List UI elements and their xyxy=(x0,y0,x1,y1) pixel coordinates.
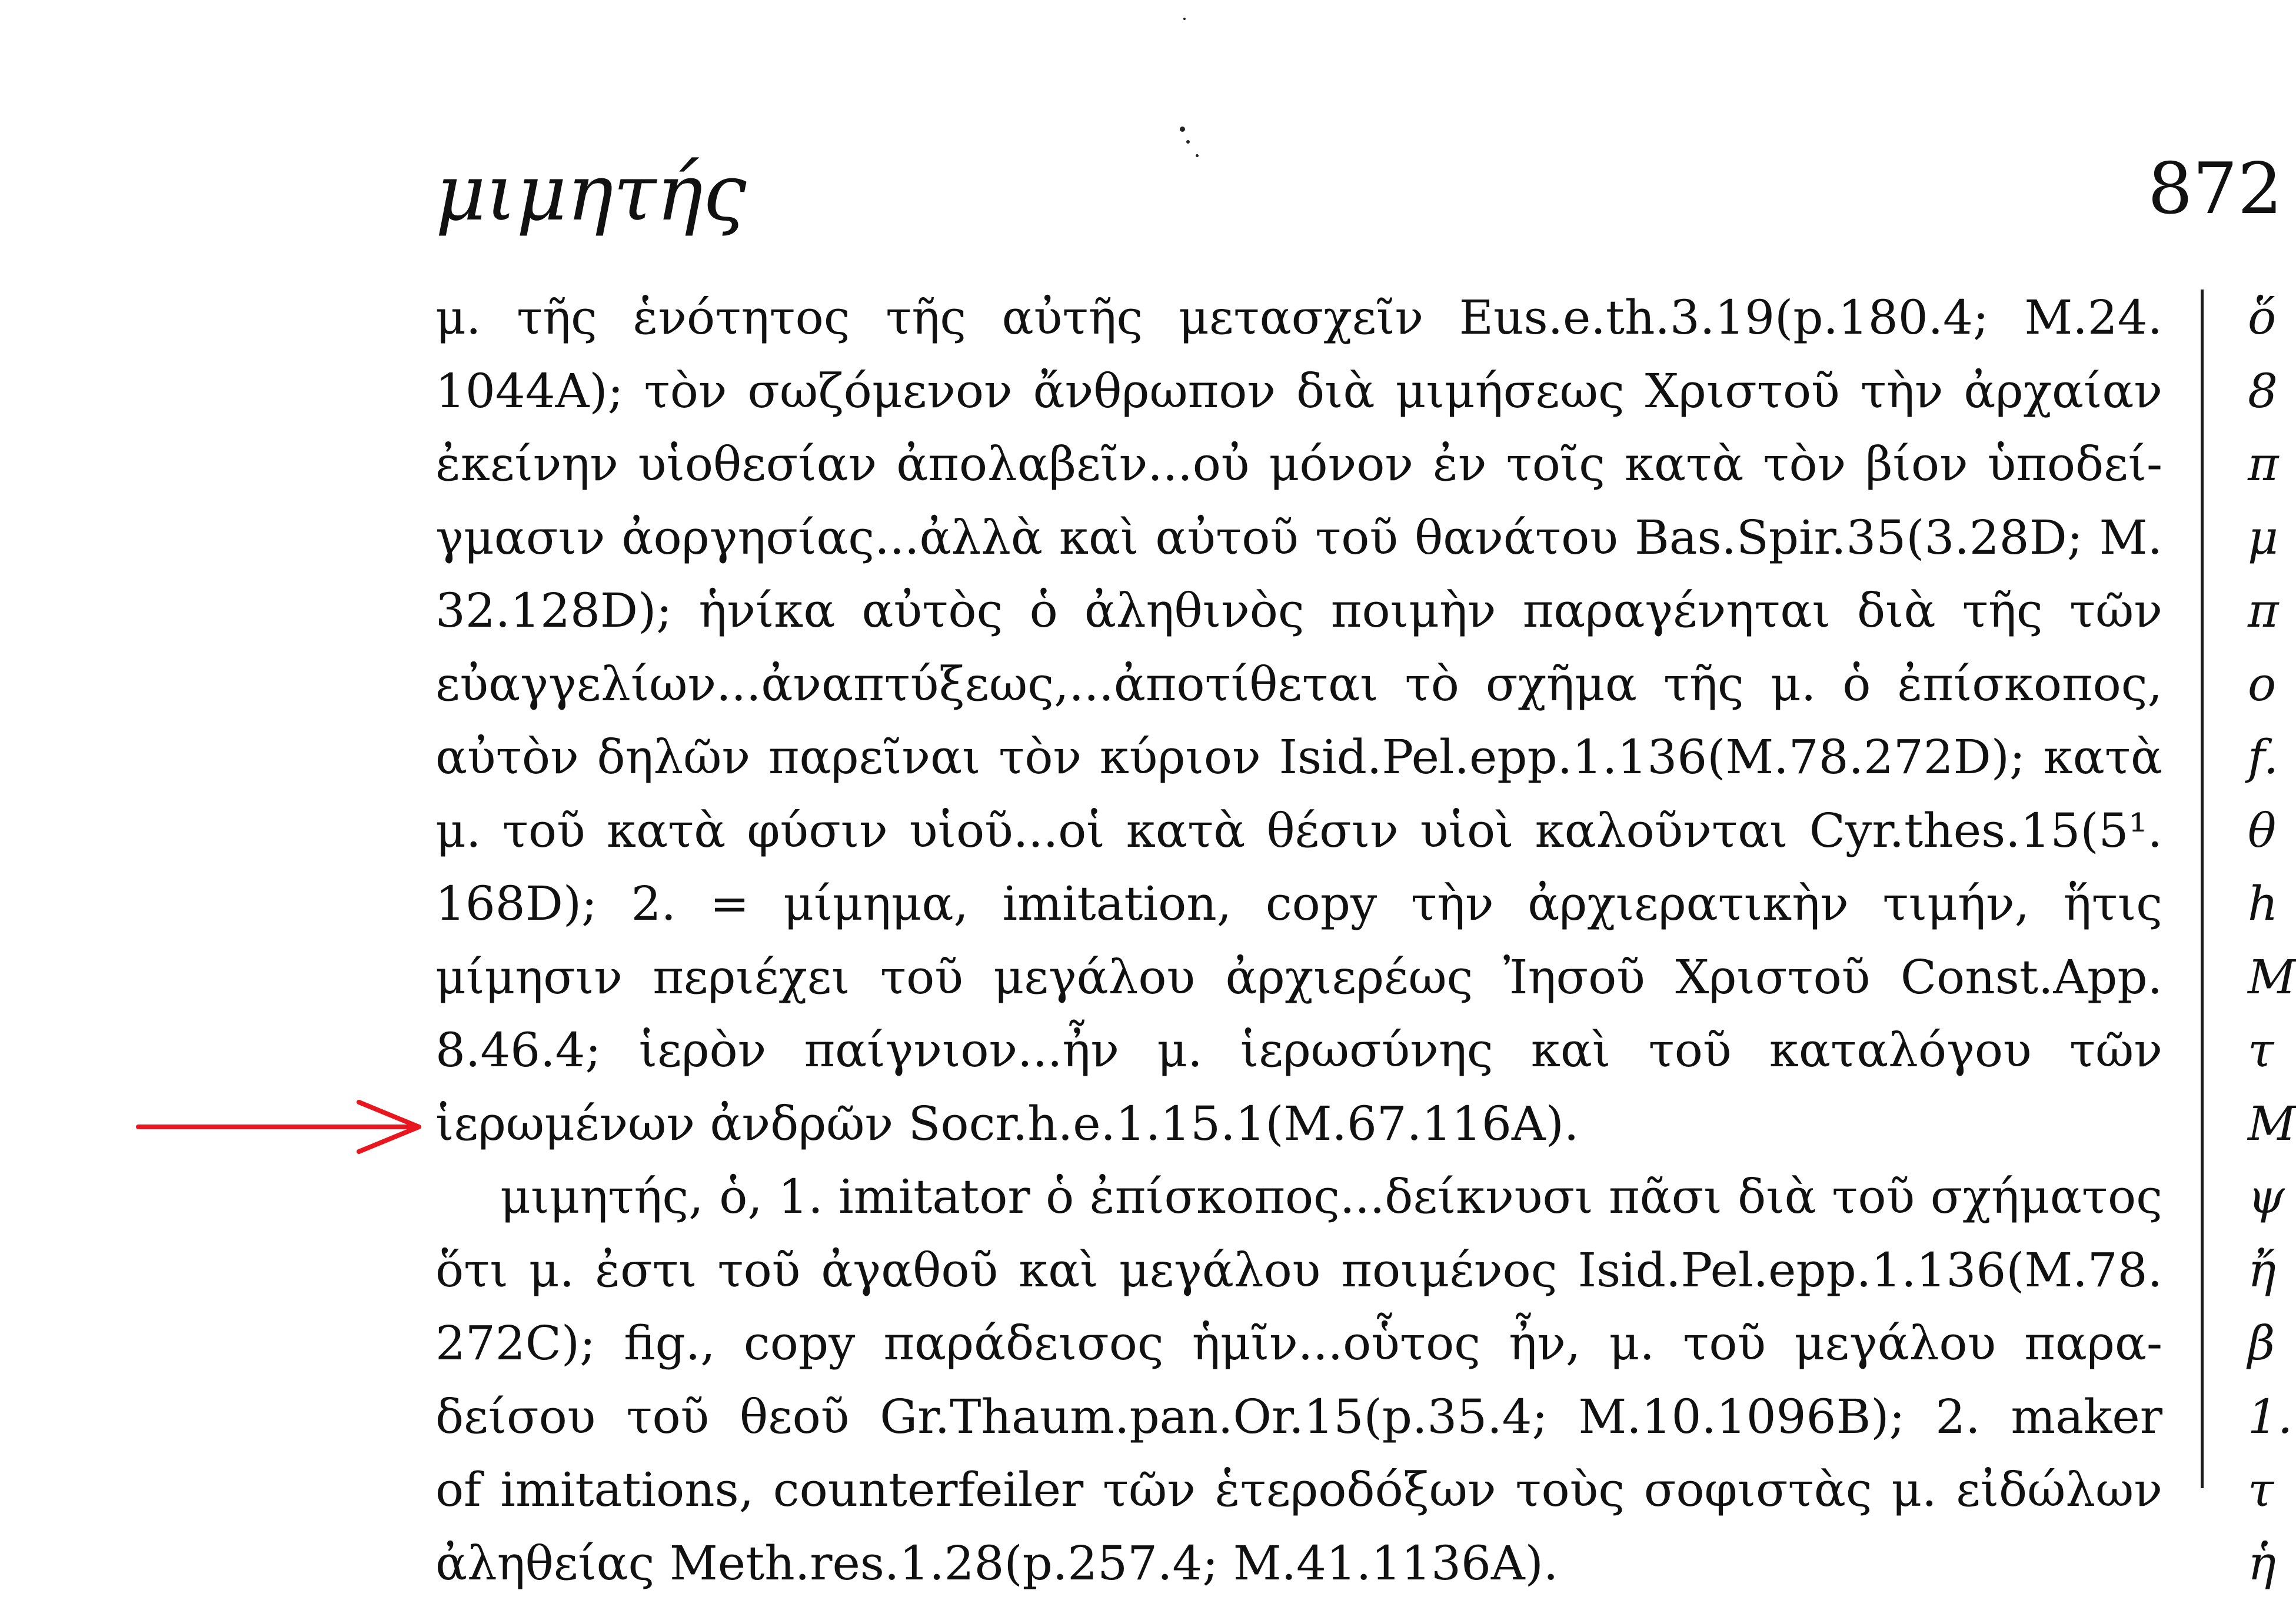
text-line: of imitations, counterfeiler τῶν ἑτεροδόξων τοὺς σοφιστὰς μ. εἰδώλων xyxy=(435,1453,2162,1527)
text-line: 1044A); τὸν σωζόμενον ἄνθρωπον διὰ μιμήσεως Χριστοῦ τὴν ἀρχαίαν xyxy=(435,355,2162,428)
right-column-fragment: ἡ xyxy=(2248,1527,2285,1600)
right-column-fragment: μ xyxy=(2248,501,2285,575)
text-line: μ. τοῦ κατὰ φύσιν υἱοῦ...οἱ κατὰ θέσιν υἱοὶ καλοῦνται Cyr.thes.15(5¹. xyxy=(435,794,2162,868)
text-line: γμασιν ἀοργησίας...ἀλλὰ καὶ αὐτοῦ τοῦ θανάτου Bas.Spir.35(3.28D; M. xyxy=(435,501,2162,575)
right-column-fragment: ἤ xyxy=(2248,1234,2285,1308)
text-line: ἀληθείας Meth.res.1.28(p.257.4; M.41.1136A). xyxy=(435,1527,2162,1600)
right-column-fragment: h xyxy=(2248,867,2285,941)
right-column-fragment: M xyxy=(2248,941,2285,1014)
right-column-fragment: τ xyxy=(2248,1453,2285,1527)
column-rule xyxy=(2201,290,2204,1488)
text-line: ἱερωμένων ἀνδρῶν Socr.h.e.1.15.1(M.67.116A). xyxy=(435,1087,2162,1161)
scan-speck xyxy=(1183,18,1186,20)
text-line: 8.46.4; ἱερὸν παίγνιον...ἦν μ. ἱερωσύνης καὶ τοῦ καταλόγου τῶν xyxy=(435,1014,2162,1087)
right-column-fragment: f. xyxy=(2248,721,2285,794)
text-line: αὐτὸν δηλῶν παρεῖναι τὸν κύριον Isid.Pel.epp.1.136(M.78.272D); κατὰ xyxy=(435,721,2162,794)
text-line: 32.128D); ἡνίκα αὐτὸς ὁ ἀληθινὸς ποιμὴν παραγένηται διὰ τῆς τῶν xyxy=(435,574,2162,648)
right-column-fragment: ψ xyxy=(2248,1160,2285,1234)
right-column-fragment: 1. xyxy=(2248,1381,2285,1454)
right-column xyxy=(2248,281,2285,1600)
right-column-fragment: M xyxy=(2248,1087,2285,1161)
right-column-fragment: θ xyxy=(2248,794,2285,868)
red-arrow-annotation xyxy=(135,1097,430,1156)
right-column-fragment: β xyxy=(2248,1307,2285,1381)
text-line: ὅτι μ. ἐστι τοῦ ἀγαθοῦ καὶ μεγάλου ποιμένος Isid.Pel.epp.1.136(M.78. xyxy=(435,1234,2162,1308)
scan-speck xyxy=(1196,154,1199,157)
entry-first-line: μιμητής, ὁ, 1. imitator ὁ ἐπίσκοπος...δείκνυσι πᾶσι διὰ τοῦ σχήματος xyxy=(435,1160,2162,1234)
right-column-fragment: ο xyxy=(2248,648,2285,721)
text-line: ἐκείνην υἱοθεσίαν ἀπολαβεῖν...οὐ μόνον ἐν τοῖς κατὰ τὸν βίον ὑποδεί- xyxy=(435,428,2162,501)
headword: μιμητής xyxy=(435,154,746,232)
right-column-fragment: π xyxy=(2248,574,2285,648)
text-line: εὐαγγελίων...ἀναπτύξεως,...ἀποτίθεται τὸ σχῆμα τῆς μ. ὁ ἐπίσκοπος, xyxy=(435,648,2162,721)
text-line: 272C); fig., copy παράδεισος ἡμῖν...οὗτος ἦν, μ. τοῦ μεγάλου παρα- xyxy=(435,1307,2162,1381)
text-line: δείσου τοῦ θεοῦ Gr.Thaum.pan.Or.15(p.35.4; M.10.1096B); 2. maker xyxy=(435,1381,2162,1454)
main-column xyxy=(435,281,2162,1600)
text-line: 168D); 2. = μίμημα, imitation, copy τὴν ἀρχιερατικὴν τιμήν, ἥτις xyxy=(435,867,2162,941)
scan-speck xyxy=(1186,140,1190,144)
right-column-fragment: τ xyxy=(2248,1014,2285,1087)
page-number: 872 xyxy=(2148,154,2282,225)
right-column-fragment: 8 xyxy=(2248,355,2285,428)
right-column-fragment: π xyxy=(2248,428,2285,501)
text-line: μίμησιν περιέχει τοῦ μεγάλου ἀρχιερέως Ἰησοῦ Χριστοῦ Const.App. xyxy=(435,941,2162,1014)
text-line: μ. τῆς ἑνότητος τῆς αὐτῆς μετασχεῖν Eus.e.th.3.19(p.180.4; M.24. xyxy=(435,281,2162,355)
scan-speck xyxy=(1180,127,1185,132)
right-column-fragment: ὅ xyxy=(2248,281,2285,355)
